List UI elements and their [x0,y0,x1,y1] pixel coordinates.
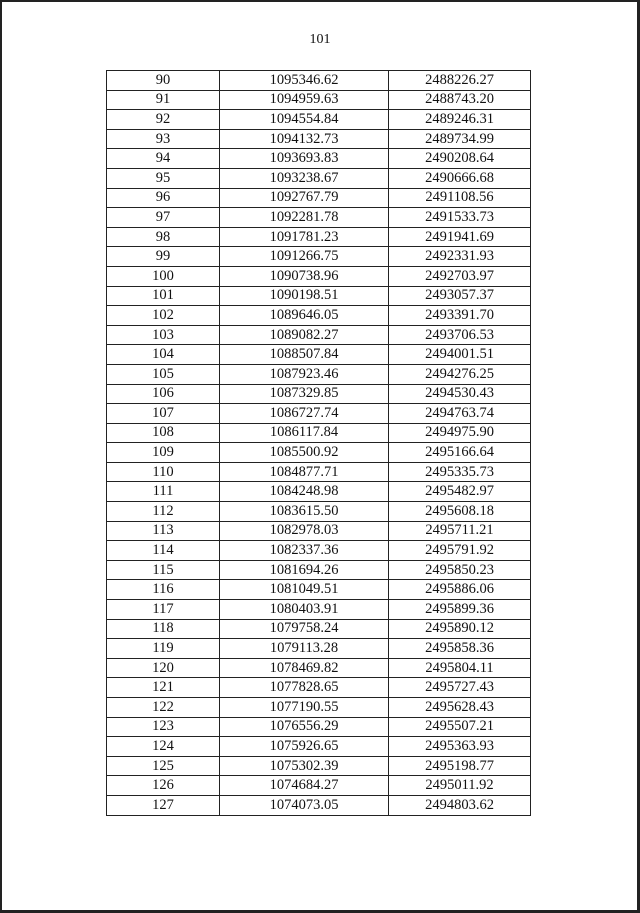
table-row [107,639,531,659]
point-number-cell: 96 [107,188,220,208]
point-number-cell: 99 [107,247,220,267]
point-number-cell: 127 [107,795,220,815]
point-number-cell: 97 [107,208,220,228]
y-coordinate-cell: 2489246.31 [389,110,531,130]
table-row [107,541,531,561]
table-row [107,384,531,404]
table-row [107,756,531,776]
point-number-cell: 123 [107,717,220,737]
y-coordinate-cell: 2495482.97 [389,482,531,502]
point-number-cell: 110 [107,462,220,482]
y-coordinate-cell: 2492331.93 [389,247,531,267]
y-coordinate-cell: 2488743.20 [389,90,531,110]
x-coordinate-cell: 1089646.05 [220,306,389,326]
table-row [107,600,531,620]
table-row [107,717,531,737]
table-row [107,306,531,326]
y-coordinate-cell: 2493706.53 [389,325,531,345]
point-number-cell: 102 [107,306,220,326]
point-number-cell: 117 [107,600,220,620]
x-coordinate-cell: 1077190.55 [220,698,389,718]
y-coordinate-cell: 2495628.43 [389,698,531,718]
point-number-cell: 118 [107,619,220,639]
point-number-cell: 119 [107,639,220,659]
table-row [107,129,531,149]
x-coordinate-cell: 1092281.78 [220,208,389,228]
point-number-cell: 115 [107,560,220,580]
table-row [107,521,531,541]
y-coordinate-cell: 2493057.37 [389,286,531,306]
x-coordinate-cell: 1080403.91 [220,600,389,620]
page-number: 101 [309,32,331,47]
y-coordinate-cell: 2495804.11 [389,658,531,678]
x-coordinate-cell: 1092767.79 [220,188,389,208]
y-coordinate-cell: 2495791.92 [389,541,531,561]
y-coordinate-cell: 2495850.23 [389,560,531,580]
x-coordinate-cell: 1094554.84 [220,110,389,130]
table-row [107,795,531,815]
y-coordinate-cell: 2488226.27 [389,71,531,91]
y-coordinate-cell: 2495198.77 [389,756,531,776]
table-row [107,286,531,306]
y-coordinate-cell: 2494975.90 [389,423,531,443]
table-row [107,266,531,286]
y-coordinate-cell: 2494276.25 [389,364,531,384]
coordinates-table [106,70,531,816]
point-number-cell: 124 [107,737,220,757]
table-row [107,482,531,502]
point-number-cell: 95 [107,168,220,188]
table-row [107,149,531,169]
table-row [107,227,531,247]
x-coordinate-cell: 1094132.73 [220,129,389,149]
table-row [107,364,531,384]
point-number-cell: 120 [107,658,220,678]
table-row [107,345,531,365]
point-number-cell: 100 [107,266,220,286]
table-row [107,71,531,91]
y-coordinate-cell: 2495363.93 [389,737,531,757]
x-coordinate-cell: 1075302.39 [220,756,389,776]
x-coordinate-cell: 1079113.28 [220,639,389,659]
table-row [107,698,531,718]
table-row [107,423,531,443]
y-coordinate-cell: 2492703.97 [389,266,531,286]
x-coordinate-cell: 1081049.51 [220,580,389,600]
x-coordinate-cell: 1079758.24 [220,619,389,639]
point-number-cell: 125 [107,756,220,776]
x-coordinate-cell: 1084877.71 [220,462,389,482]
table-body [107,71,531,816]
point-number-cell: 93 [107,129,220,149]
point-number-cell: 104 [107,345,220,365]
y-coordinate-cell: 2494530.43 [389,384,531,404]
y-coordinate-cell: 2495890.12 [389,619,531,639]
x-coordinate-cell: 1091781.23 [220,227,389,247]
table-row [107,247,531,267]
x-coordinate-cell: 1089082.27 [220,325,389,345]
y-coordinate-cell: 2495727.43 [389,678,531,698]
x-coordinate-cell: 1084248.98 [220,482,389,502]
point-number-cell: 98 [107,227,220,247]
table-row [107,443,531,463]
x-coordinate-cell: 1074073.05 [220,795,389,815]
x-coordinate-cell: 1074684.27 [220,776,389,796]
y-coordinate-cell: 2495886.06 [389,580,531,600]
x-coordinate-cell: 1087923.46 [220,364,389,384]
x-coordinate-cell: 1081694.26 [220,560,389,580]
y-coordinate-cell: 2495711.21 [389,521,531,541]
x-coordinate-cell: 1077828.65 [220,678,389,698]
table-row [107,90,531,110]
table-row [107,462,531,482]
table-row [107,110,531,130]
x-coordinate-cell: 1078469.82 [220,658,389,678]
x-coordinate-cell: 1094959.63 [220,90,389,110]
point-number-cell: 94 [107,149,220,169]
point-number-cell: 103 [107,325,220,345]
y-coordinate-cell: 2494803.62 [389,795,531,815]
point-number-cell: 91 [107,90,220,110]
point-number-cell: 105 [107,364,220,384]
table-row [107,619,531,639]
table-row [107,168,531,188]
x-coordinate-cell: 1075926.65 [220,737,389,757]
x-coordinate-cell: 1088507.84 [220,345,389,365]
x-coordinate-cell: 1090198.51 [220,286,389,306]
table-row [107,502,531,522]
x-coordinate-cell: 1090738.96 [220,266,389,286]
table-row [107,580,531,600]
table-row [107,658,531,678]
y-coordinate-cell: 2495858.36 [389,639,531,659]
x-coordinate-cell: 1095346.62 [220,71,389,91]
x-coordinate-cell: 1093238.67 [220,168,389,188]
y-coordinate-cell: 2495166.64 [389,443,531,463]
point-number-cell: 126 [107,776,220,796]
point-number-cell: 111 [107,482,220,502]
y-coordinate-cell: 2495335.73 [389,462,531,482]
x-coordinate-cell: 1085500.92 [220,443,389,463]
point-number-cell: 121 [107,678,220,698]
x-coordinate-cell: 1093693.83 [220,149,389,169]
point-number-cell: 112 [107,502,220,522]
y-coordinate-cell: 2493391.70 [389,306,531,326]
point-number-cell: 109 [107,443,220,463]
table-row [107,678,531,698]
y-coordinate-cell: 2495608.18 [389,502,531,522]
table-row [107,325,531,345]
y-coordinate-cell: 2491533.73 [389,208,531,228]
x-coordinate-cell: 1082337.36 [220,541,389,561]
y-coordinate-cell: 2495507.21 [389,717,531,737]
y-coordinate-cell: 2495011.92 [389,776,531,796]
point-number-cell: 92 [107,110,220,130]
point-number-cell: 108 [107,423,220,443]
y-coordinate-cell: 2489734.99 [389,129,531,149]
point-number-cell: 122 [107,698,220,718]
table-row [107,737,531,757]
point-number-cell: 106 [107,384,220,404]
point-number-cell: 114 [107,541,220,561]
x-coordinate-cell: 1091266.75 [220,247,389,267]
y-coordinate-cell: 2490208.64 [389,149,531,169]
point-number-cell: 116 [107,580,220,600]
x-coordinate-cell: 1087329.85 [220,384,389,404]
point-number-cell: 101 [107,286,220,306]
point-number-cell: 107 [107,404,220,424]
x-coordinate-cell: 1076556.29 [220,717,389,737]
x-coordinate-cell: 1083615.50 [220,502,389,522]
y-coordinate-cell: 2494001.51 [389,345,531,365]
y-coordinate-cell: 2491108.56 [389,188,531,208]
table-row [107,188,531,208]
x-coordinate-cell: 1082978.03 [220,521,389,541]
x-coordinate-cell: 1086727.74 [220,404,389,424]
y-coordinate-cell: 2495899.36 [389,600,531,620]
x-coordinate-cell: 1086117.84 [220,423,389,443]
table-row [107,560,531,580]
y-coordinate-cell: 2494763.74 [389,404,531,424]
table-row [107,404,531,424]
point-number-cell: 113 [107,521,220,541]
table-row [107,208,531,228]
y-coordinate-cell: 2490666.68 [389,168,531,188]
y-coordinate-cell: 2491941.69 [389,227,531,247]
point-number-cell: 90 [107,71,220,91]
table-row [107,776,531,796]
